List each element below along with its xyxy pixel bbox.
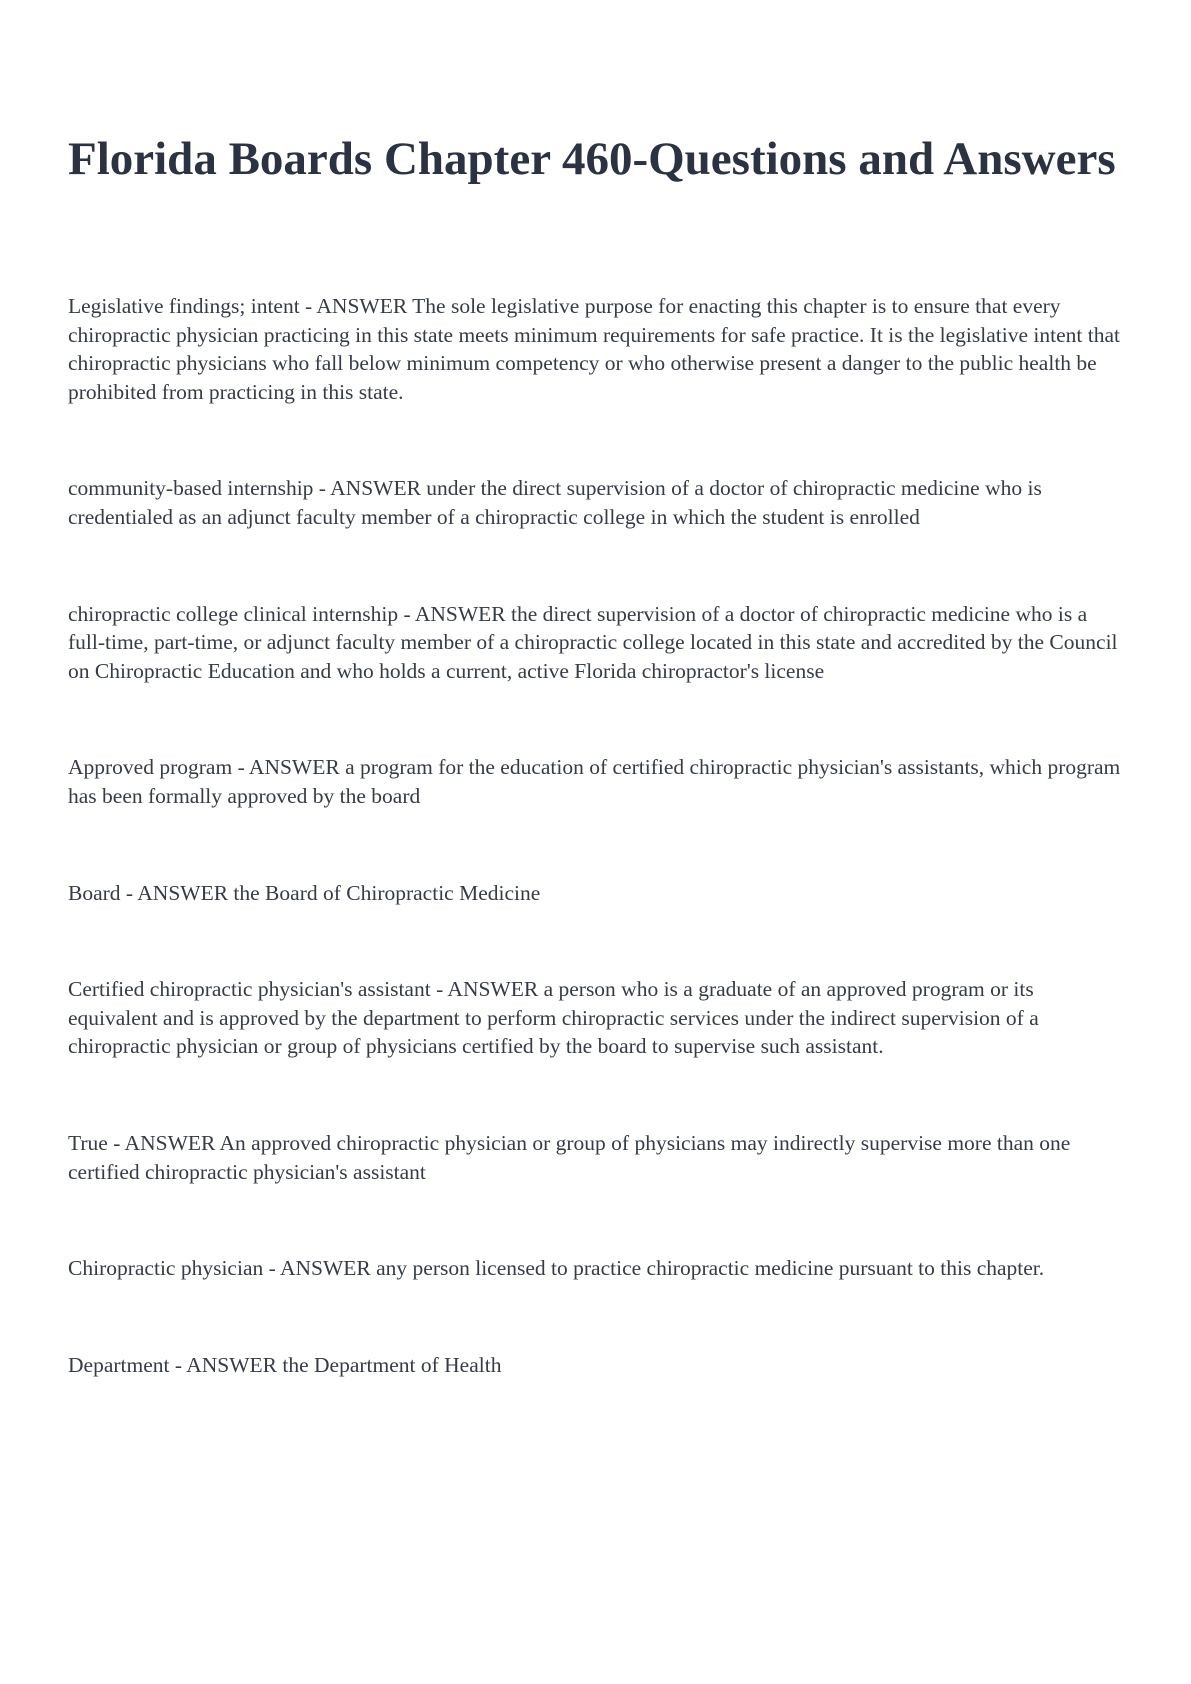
- qa-item-department: Department - ANSWER the Department of Health: [68, 1352, 502, 1377]
- document-page: [68, 130, 1128, 1447]
- qa-item-clinical-internship: chiropractic college clinical internship - ANSWER the direct supervision of a doctor of chiropractic medicine who is a full-time, part-time, or adjunct faculty member of a chiropractic college located in this state and accredited by the Council on Chiropractic Education and who holds a current, active Florida chiropractor's license: [68, 601, 1118, 683]
- qa-item-approved-program: Approved program - ANSWER a program for the education of certified chiropractic physician's assistants, which program has been formally approved by the board: [68, 755, 1121, 808]
- qa-item-community-based-internship: community-based internship - ANSWER under the direct supervision of a doctor of chiropractic medicine who is credentialed as an adjunct faculty member of a chiropractic college in which the student is enrolled: [68, 476, 1042, 529]
- qa-item-board: Board - ANSWER the Board of Chiropractic Medicine: [68, 880, 541, 905]
- qa-list: [68, 292, 1128, 1379]
- qa-item-true-supervision: True - ANSWER An approved chiropractic physician or group of physicians may indirectly supervise more than one certified chiropractic physician's assistant: [68, 1130, 1071, 1184]
- qa-item-chiropractic-physician: Chiropractic physician - ANSWER any person licensed to practice chiropractic medicine pursuant to this chapter.: [68, 1256, 1045, 1281]
- document-title: Florida Boards Chapter 460-Questions and Answers: [68, 133, 1116, 185]
- qa-item-legislative-findings: Legislative findings; intent - ANSWER The sole legislative purpose for enacting this chapter is to ensure that every chiropractic physician practicing in this state meets minimum requirements for safe practice. It is the legislative intent that chiropractic physicians who fall below minimum competency or who otherwise present a danger to the public health be prohibited from practicing in this state.: [68, 294, 1120, 404]
- qa-item-certified-assistant: Certified chiropractic physician's assistant - ANSWER a person who is a graduate of an approved program or its equivalent and is approved by the department to perform chiropractic services under the indirect supervision of a chiropractic physician or group of physicians certified by the board to supervise such assistant.: [68, 977, 1039, 1059]
